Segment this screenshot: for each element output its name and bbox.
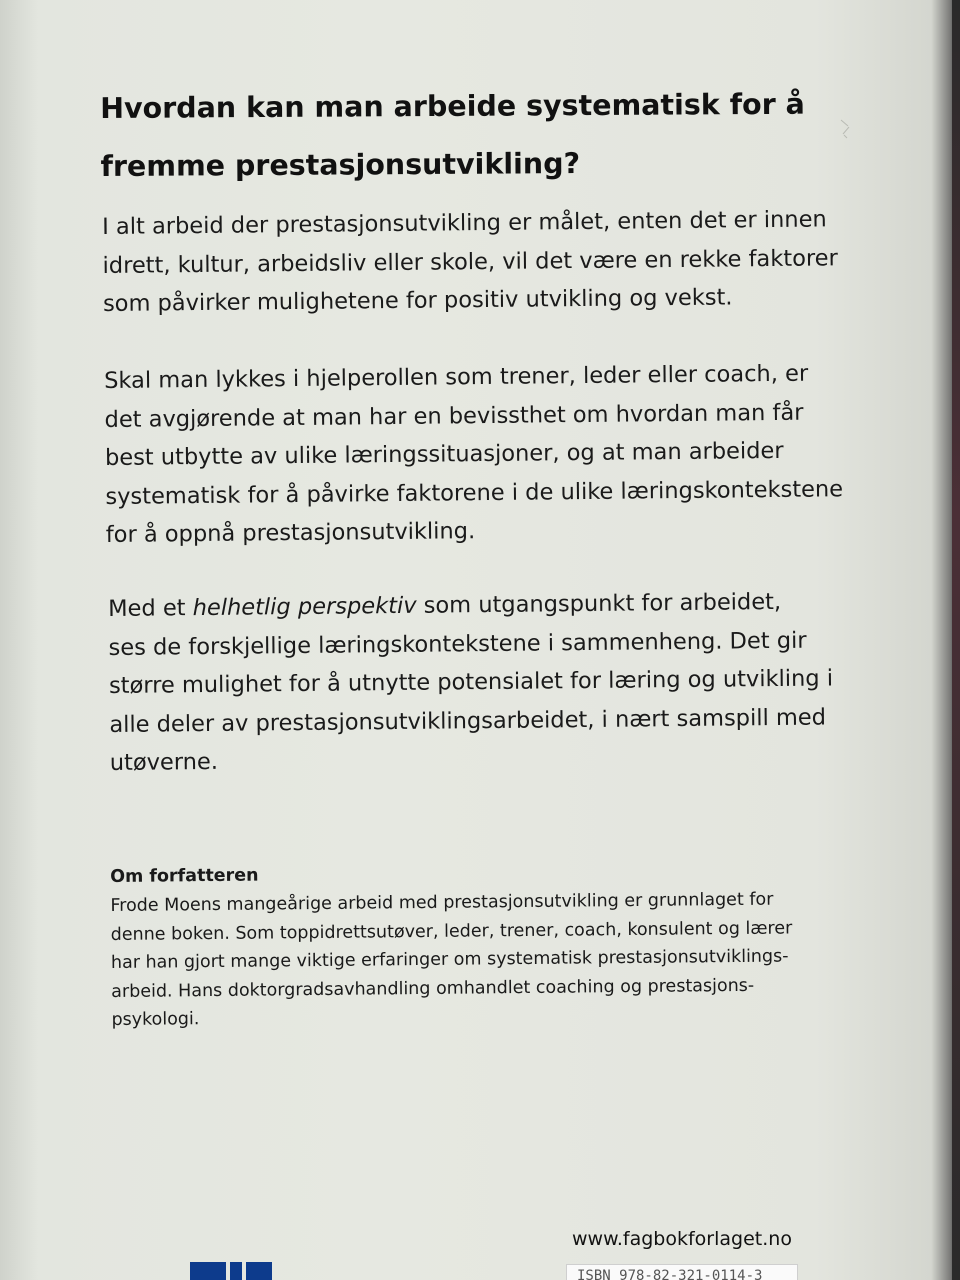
line-prefix: Med et bbox=[108, 595, 193, 622]
paragraph-line: I alt arbeid der prestasjonsutvikling er målet, enten det er innen bbox=[102, 206, 827, 240]
paragraph-line: best utbytte av ulike læringssituasjoner, og at man arbeider bbox=[104, 437, 784, 471]
intro-paragraph bbox=[102, 200, 863, 323]
paragraph-line: systematisk for å påvirke faktorene i de ulike læringskontekstene bbox=[105, 475, 844, 510]
author-section bbox=[110, 855, 852, 1035]
isbn-label bbox=[566, 1264, 798, 1280]
paragraph-line: Skal man lykkes i hjelperollen som trener, leder eller coach, er bbox=[104, 360, 809, 394]
author-bio-line: har han gjort mange viktige erfaringer om systematisk prestasjonsutviklings- bbox=[110, 946, 789, 973]
perspective-paragraph bbox=[108, 582, 870, 782]
paper-scratch-mark bbox=[838, 118, 852, 140]
book-spine-edge bbox=[952, 0, 960, 1280]
publisher-website: www.fagbokforlaget.no bbox=[572, 1228, 792, 1250]
author-section-title: Om forfatteren bbox=[110, 865, 259, 887]
paragraph-line: større mulighet for å utnytte potensialet for læring og utvikling i bbox=[108, 665, 834, 699]
paragraph-line: for å oppnå prestasjonsutvikling. bbox=[105, 518, 476, 548]
author-bio-line: psykologi. bbox=[111, 1009, 200, 1030]
paragraph-line: som påvirker mulighetene for positiv utvikling og vekst. bbox=[102, 284, 733, 317]
author-bio-line: arbeid. Hans doktorgradsavhandling omhandlet coaching og prestasjons- bbox=[111, 975, 755, 1002]
cover-heading bbox=[100, 76, 821, 196]
publisher-logo-icon bbox=[190, 1262, 272, 1280]
author-bio-line: denne boken. Som toppidrettsutøver, leder, trener, coach, konsulent og lærer bbox=[110, 917, 793, 945]
emphasis-text: helhetlig perspektiv bbox=[192, 592, 417, 622]
author-bio-line: Frode Moens mangeårige arbeid med prestasjonsutvikling er grunnlaget for bbox=[110, 889, 774, 916]
paragraph-line: utøverne. bbox=[109, 748, 219, 776]
role-paragraph bbox=[104, 354, 866, 554]
line-suffix: som utgangspunkt for arbeidet, bbox=[416, 588, 782, 619]
heading-line: Hvordan kan man arbeide systematisk for å bbox=[100, 87, 805, 125]
paragraph-line: alle deler av prestasjonsutviklingsarbeidet, i nært samspill med bbox=[109, 703, 827, 738]
isbn-text: ISBN 978-82-321-0114-3 bbox=[577, 1268, 763, 1280]
paragraph-line: ses de forskjellige læringskontekstene i sammenheng. Det gir bbox=[108, 627, 807, 661]
paragraph-line: det avgjørende at man har en bevissthet om hvordan man får bbox=[104, 399, 804, 433]
heading-line: fremme prestasjonsutvikling? bbox=[100, 147, 581, 183]
paragraph-line: idrett, kultur, arbeidsliv eller skole, vil det være en rekke faktorer bbox=[102, 244, 838, 279]
